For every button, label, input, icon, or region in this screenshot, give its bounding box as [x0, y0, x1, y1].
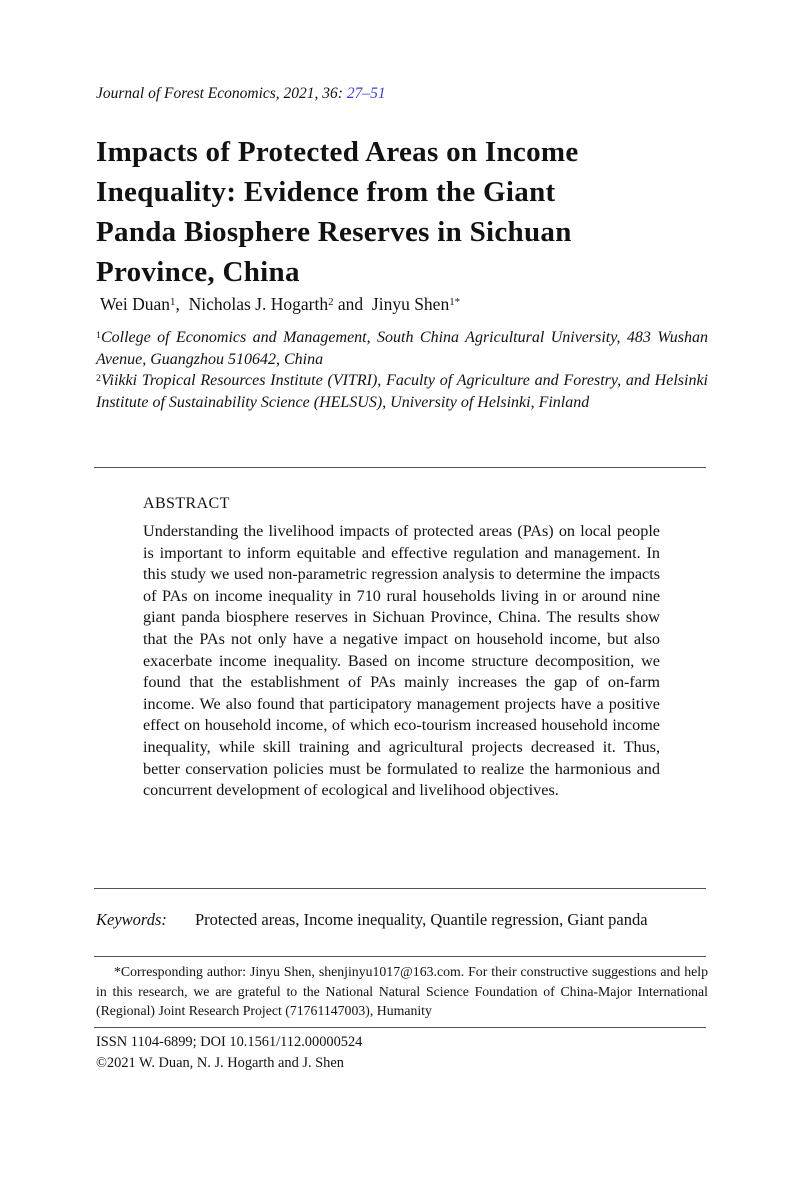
affiliation-2: $^2$Viikki Tropical Resources Institute (VITRI), Faculty of Agriculture and Forestry, and Helsinki Institute of Sustainability Science (HELSUS), University of Helsinki, Finland — [96, 372, 708, 411]
copyright-line: ©2021 W. Duan, N. J. Hogarth and J. Shen — [96, 1054, 344, 1071]
journal-header — [96, 84, 706, 104]
journal-reference-text: Journal of Forest Economics, 2021, 36: — [96, 85, 347, 102]
paper-title: Impacts of Protected Areas on Income Inequality: Evidence from the Giant Panda Biosphere Reserves in Sichuan Province, China — [96, 136, 579, 288]
divider-above-footnote — [94, 956, 706, 957]
divider-above-abstract — [94, 467, 706, 468]
keywords-row — [96, 908, 706, 931]
abstract-heading: ABSTRACT — [143, 495, 230, 512]
divider-above-keywords — [94, 888, 706, 889]
affiliations-block — [96, 327, 708, 413]
abstract-text: Understanding the livelihood impacts of protected areas (PAs) on local people is important to inform equitable and effective regulation and management. In this study we used non-parametric regression analysis to determine the impacts of PAs on income inequality in 710 rural households living in or around nine giant panda biosphere reserves in Sichuan Province, China. The results show that the PAs not only have a negative impact on household income, but also exacerbate income inequality. Based on income structure decomposition, we found that the establishment of PAs mainly increases the gap of on-farm income. We also found that participatory management projects have a positive effect on household income, of which eco-tourism increased household income inequality, while skill training and agricultural projects decreased it. Thus, better conservation policies must be formulated to realize the harmonious and concurrent development of ecological and livelihood objectives. — [143, 522, 660, 800]
issn-doi-line: ISSN 1104-6899; DOI 10.1561/112.00000524 — [96, 1034, 363, 1050]
authors-line: Wei Duan$^1$, Nicholas J. Hogarth$^2$ and Jinyu Shen$^{1*}$ — [100, 294, 461, 314]
keywords-list: Protected areas, Income inequality, Quantile regression, Giant panda — [195, 910, 648, 929]
divider-above-imprint — [94, 1027, 706, 1028]
imprint-block — [96, 1032, 708, 1073]
keywords-label: Keywords: — [96, 910, 167, 929]
affiliation-1: $^1$College of Economics and Management, South China Agricultural University, 483 Wushan Avenue, Guangzhou 510642, China — [96, 329, 708, 368]
pages-range-link[interactable]: 27–51 — [346, 85, 386, 102]
corresponding-author-footnote: *Corresponding author: Jinyu Shen, shenjinyu1017@163.com. For their constructive suggestions and help in this research, we are grateful to the National Natural Science Foundation of China-Major International (Regional) Joint Research Project (71761147003), Humanity — [96, 964, 708, 1019]
